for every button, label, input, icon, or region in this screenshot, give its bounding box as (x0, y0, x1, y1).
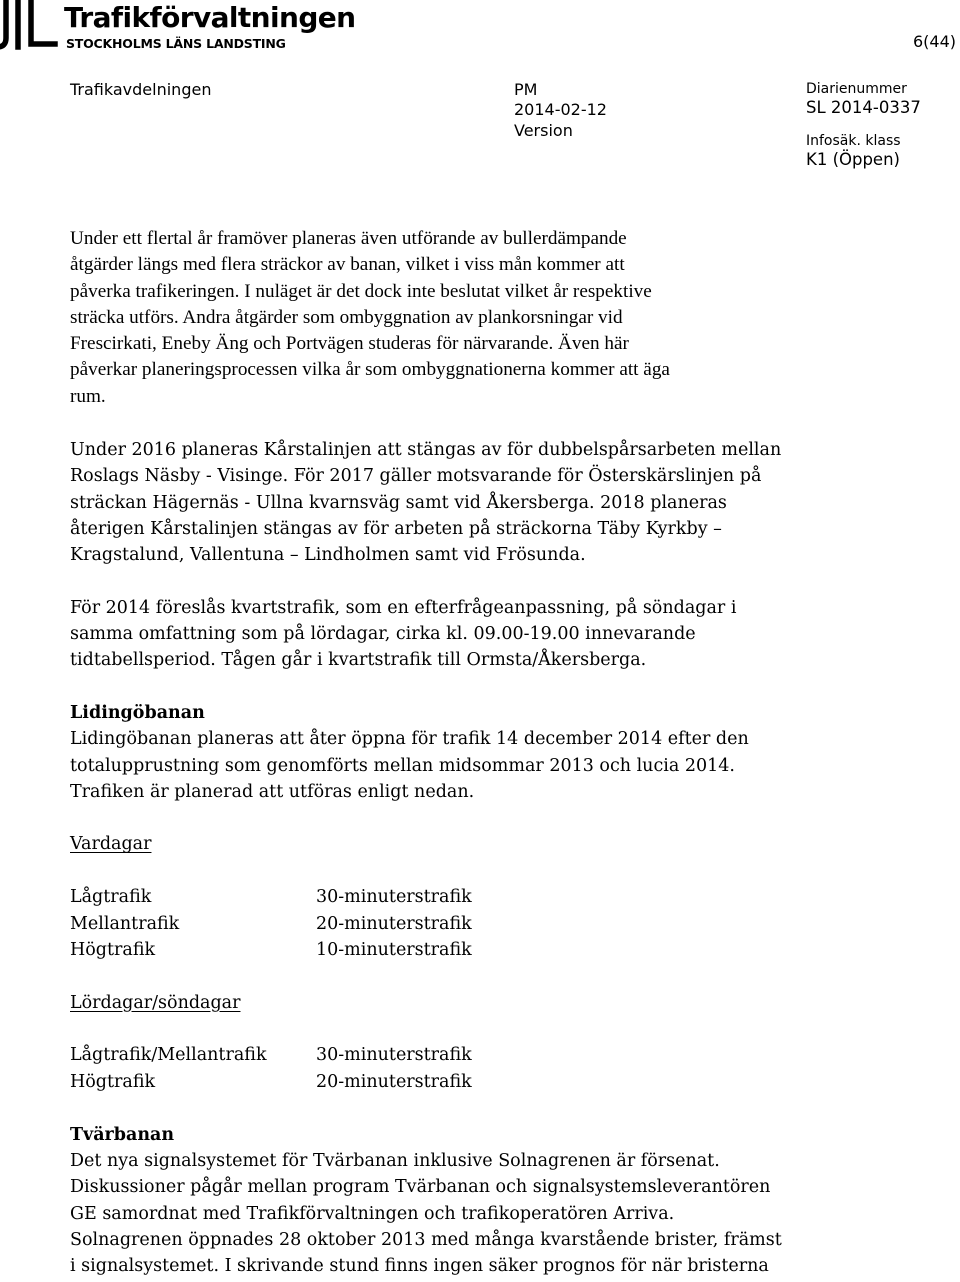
text-line: Under 2016 planeras Kårstalinjen att stängas av för dubbelspårsarbeten mellan (70, 440, 782, 460)
text-line: samma omfattning som på lördagar, cirka kl. 09.00-19.00 innevarande (70, 624, 696, 645)
spacer (70, 964, 940, 990)
text-line: påverka trafikeringen. I nuläget är det dock inte beslutat vilket år respektive (70, 280, 652, 302)
text-line: återigen Kårstalinjen stängas av för arbeten på sträckorna Täby Kyrkby – (70, 518, 722, 539)
section-tvarbanan (70, 1122, 940, 1280)
spacer (70, 568, 940, 594)
spacer (70, 858, 940, 884)
document-type: PM (514, 80, 538, 99)
traffic-level: Högtrafik (70, 940, 156, 961)
diarienummer-value: SL 2014-0337 (806, 98, 921, 117)
weekend-schedule (70, 1042, 940, 1095)
schedule-row (70, 937, 940, 964)
text-line: sträcka utförs. Andra åtgärder som ombyggnation av plankorsningar vid (70, 306, 623, 328)
text-line: sträckan Hägernäs - Ullna kvarnsväg samt vid Åkersberga. 2018 planeras (70, 492, 727, 513)
paragraph-closures (70, 437, 940, 568)
text-line: tidtabellsperiod. Tågen går i kvartstrafik till Ormsta/Åkersberga. (70, 650, 647, 671)
spacer (70, 1016, 940, 1042)
text-line: åtgärder längs med flera sträckor av banan, vilket i viss mån kommer att (70, 254, 625, 276)
traffic-frequency: 30-minuterstrafik (316, 1045, 472, 1066)
spacer (70, 805, 940, 831)
logo-subtitle: STOCKHOLMS LÄNS LANDSTING (66, 36, 286, 51)
weekday-schedule (70, 884, 940, 964)
page-number: 6(44) (912, 32, 956, 51)
main-body (70, 437, 940, 1280)
traffic-level: Mellantrafik (70, 913, 180, 934)
text-line: rum. (70, 385, 106, 407)
section-lidingobanan (70, 700, 940, 1095)
traffic-level: Högtrafik (70, 1071, 156, 1092)
version-label: Version (514, 121, 573, 140)
schedule-row (70, 884, 940, 911)
infosak-value: K1 (Öppen) (806, 150, 900, 169)
text-line: totalupprustning som genomförts mellan midsommar 2013 och lucia 2014. (70, 755, 735, 776)
weekdays-heading: Vardagar (70, 834, 152, 855)
infosak-label: Infosäk. klass (806, 133, 901, 149)
sl-logo-mark-icon (0, 0, 58, 52)
document-date: 2014-02-12 (514, 100, 607, 119)
text-line: För 2014 föreslås kvartstrafik, som en efterfrågeanpassning, på söndagar i (70, 597, 737, 618)
text-line: GE samordnat med Trafikförvaltningen och trafikoperatören Arriva. (70, 1203, 675, 1224)
schedule-row (70, 1042, 940, 1069)
section-heading: Tvärbanan (70, 1124, 175, 1145)
spacer (70, 674, 940, 700)
spacer (70, 1095, 940, 1121)
intro-paragraph (70, 226, 940, 410)
organization-logo (0, 0, 356, 52)
department: Trafikavdelningen (70, 80, 212, 99)
traffic-level: Lågtrafik/Mellantrafik (70, 1045, 267, 1066)
text-line: Kragstalund, Vallentuna – Lindholmen samt vid Frösunda. (70, 545, 586, 566)
section-heading: Lidingöbanan (70, 702, 205, 723)
diarienummer-label: Diarienummer (806, 81, 907, 97)
text-line: Det nya signalsystemet för Tvärbanan inklusive Solnagrenen är försenat. (70, 1151, 720, 1172)
text-line: Under ett flertal år framöver planeras även utförande av bullerdämpande (70, 228, 627, 249)
paragraph-sunday-traffic (70, 595, 940, 674)
traffic-frequency: 30-minuterstrafik (316, 887, 472, 908)
traffic-level: Lågtrafik (70, 887, 152, 908)
traffic-frequency: 20-minuterstrafik (316, 913, 472, 934)
text-line: Solnagrenen öppnades 28 oktober 2013 med många kvarstående brister, främst (70, 1229, 782, 1250)
traffic-frequency: 20-minuterstrafik (316, 1071, 472, 1092)
text-line: Diskussioner pågår mellan program Tvärbanan och signalsystemsleverantören (70, 1177, 771, 1198)
schedule-row (70, 1069, 940, 1096)
text-line: Lidingöbanan planeras att åter öppna för trafik 14 december 2014 efter den (70, 729, 749, 750)
text-line: Trafiken är planerad att utföras enligt nedan. (70, 781, 475, 802)
text-line: Roslags Näsby - Visinge. För 2017 gäller motsvarande för Österskärslinjen på (70, 466, 762, 487)
text-line: Frescirkati, Eneby Äng och Portvägen studeras för närvarande. Även här (70, 333, 629, 355)
traffic-frequency: 10-minuterstrafik (316, 940, 472, 961)
schedule-row (70, 911, 940, 938)
logo-name: Trafikförvaltningen (64, 1, 356, 34)
weekend-heading: Lördagar/söndagar (70, 992, 241, 1013)
text-line: påverkar planeringsprocessen vilka år som ombyggnationerna kommer att äga (70, 359, 670, 381)
text-line: i signalsystemet. I skrivande stund finns ingen säker prognos för när bristerna (70, 1256, 769, 1277)
